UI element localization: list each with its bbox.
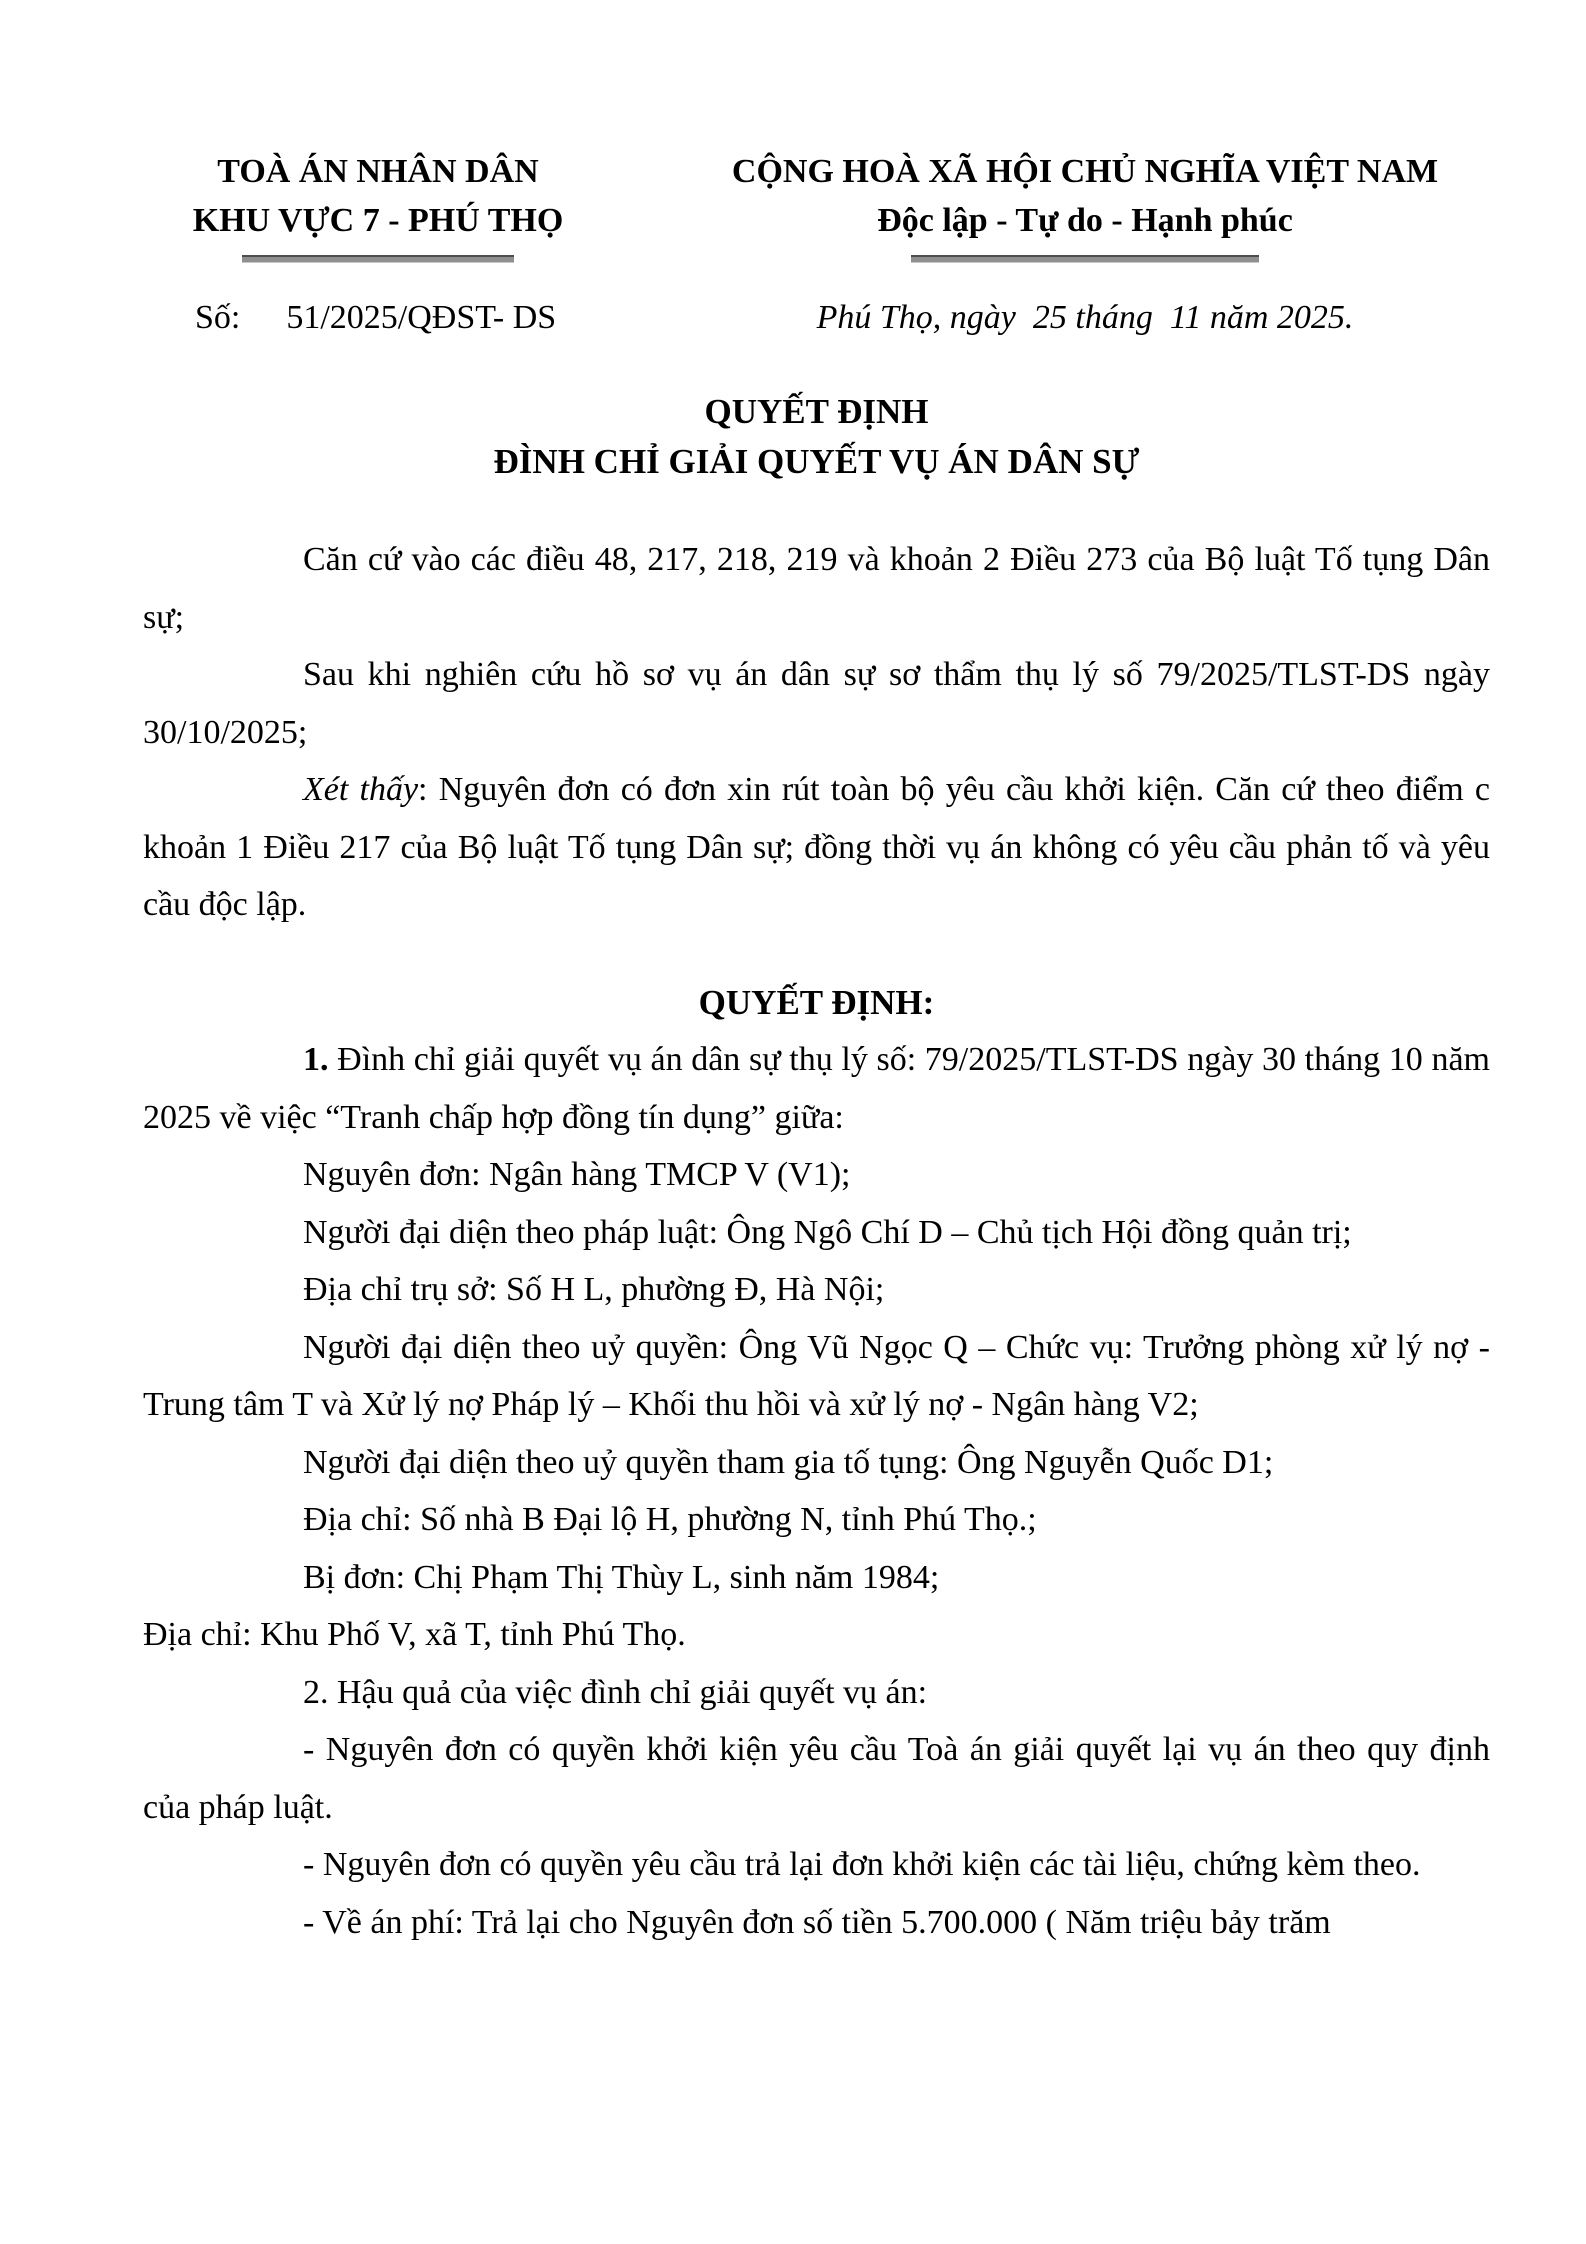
- para-defendant: Bị đơn: Chị Phạm Thị Thùy L, sinh năm 1984;: [303, 1558, 940, 1596]
- motto-underline-rule: [911, 255, 1259, 263]
- para-decision-item-2: 2. Hậu quả của việc đình chỉ giải quyết vụ án:: [303, 1673, 928, 1711]
- document-header: [143, 148, 1490, 263]
- place-and-date-line: Phú Thọ, ngày 25 tháng 11 năm 2025.: [816, 299, 1354, 336]
- court-name: TOÀ ÁN NHÂN DÂN: [217, 153, 539, 190]
- para-litigation-representative: Người đại diện theo uỷ quyền tham gia tố tụng: Ông Nguyễn Quốc D1;: [303, 1443, 1274, 1481]
- national-motto-block: [680, 148, 1490, 263]
- national-motto: Độc lập - Tự do - Hạnh phúc: [877, 202, 1293, 239]
- para-defendant-address: Địa chỉ: Khu Phố V, xã T, tỉnh Phú Thọ.: [143, 1616, 686, 1653]
- para-legal-representative: Người đại diện theo pháp luật: Ông Ngô Chí D – Chủ tịch Hội đồng quản trị;: [303, 1213, 1352, 1251]
- para-representative-address: Địa chỉ: Số nhà B Đại lộ H, phường N, tỉnh Phú Thọ.;: [303, 1501, 1037, 1538]
- paragraph-lead: 1.: [303, 1041, 329, 1078]
- document-meta-row: [143, 299, 1490, 337]
- para-plaintiff: Nguyên đơn: Ngân hàng TMCP V (V1);: [303, 1156, 851, 1193]
- issuing-court-block: [143, 148, 613, 263]
- document-title-line2: ĐÌNH CHỈ GIẢI QUYẾT VỤ ÁN DÂN SỰ: [493, 442, 1140, 481]
- document-title-line1: QUYẾT ĐỊNH: [704, 392, 929, 431]
- document-number-label: Số:: [195, 299, 241, 336]
- para-hq-address: Địa chỉ trụ sở: Số H L, phường Đ, Hà Nội;: [303, 1271, 885, 1308]
- court-underline-rule: [242, 255, 514, 263]
- para-case-review: Sau khi nghiên cứu hồ sơ vụ án dân sự sơ thẩm thụ lý số 79/2025/TLST-DS ngày 30/10/2025;: [143, 656, 1490, 751]
- para-court-fee: - Về án phí: Trả lại cho Nguyên đơn số tiền 5.700.000 ( Năm triệu bảy trăm: [303, 1903, 1331, 1941]
- para-legal-basis: Căn cứ vào các điều 48, 217, 218, 219 và khoản 2 Điều 273 của Bộ luật Tố tụng Dân sự;: [143, 541, 1490, 636]
- document-number: [195, 299, 556, 337]
- paragraph-lead: Xét thấy: [303, 771, 419, 808]
- decision-heading: QUYẾT ĐỊNH:: [698, 982, 935, 1022]
- document-body: [143, 531, 1490, 1951]
- document-title: [143, 387, 1490, 487]
- court-region: KHU VỰC 7 - PHÚ THỌ: [192, 202, 564, 239]
- para-decision-item-1: 1. Đình chỉ giải quyết vụ án dân sự thụ lý số: 79/2025/TLST-DS ngày 30 tháng 10 năm 2025 về việc “Tranh chấp hợp đồng tín dụng” giữa:: [143, 1041, 1490, 1136]
- para-finding: Xét thấy: Nguyên đơn có đơn xin rút toàn bộ yêu cầu khởi kiện. Căn cứ theo điểm c khoản 1 Điều 217 của Bộ luật Tố tụng Dân sự; đồng thời vụ án không có yêu cầu phản tố và yêu cầu độc lập.: [143, 771, 1490, 923]
- para-authorized-representative: Người đại diện theo uỷ quyền: Ông Vũ Ngọc Q – Chức vụ: Trưởng phòng xử lý nợ - Trung tâm T và Xử lý nợ Pháp lý – Khối thu hồi và xử lý nợ - Ngân hàng V2;: [143, 1328, 1490, 1423]
- document-number-value: 51/2025/QĐST- DS: [286, 299, 557, 336]
- national-title: CỘNG HOÀ XÃ HỘI CHỦ NGHĨA VIỆT NAM: [731, 153, 1439, 190]
- para-right-to-sue: - Nguyên đơn có quyền khởi kiện yêu cầu Toà án giải quyết lại vụ án theo quy định của pháp luật.: [143, 1731, 1490, 1826]
- para-right-to-documents: - Nguyên đơn có quyền yêu cầu trả lại đơn khởi kiện các tài liệu, chứng kèm theo.: [303, 1846, 1421, 1883]
